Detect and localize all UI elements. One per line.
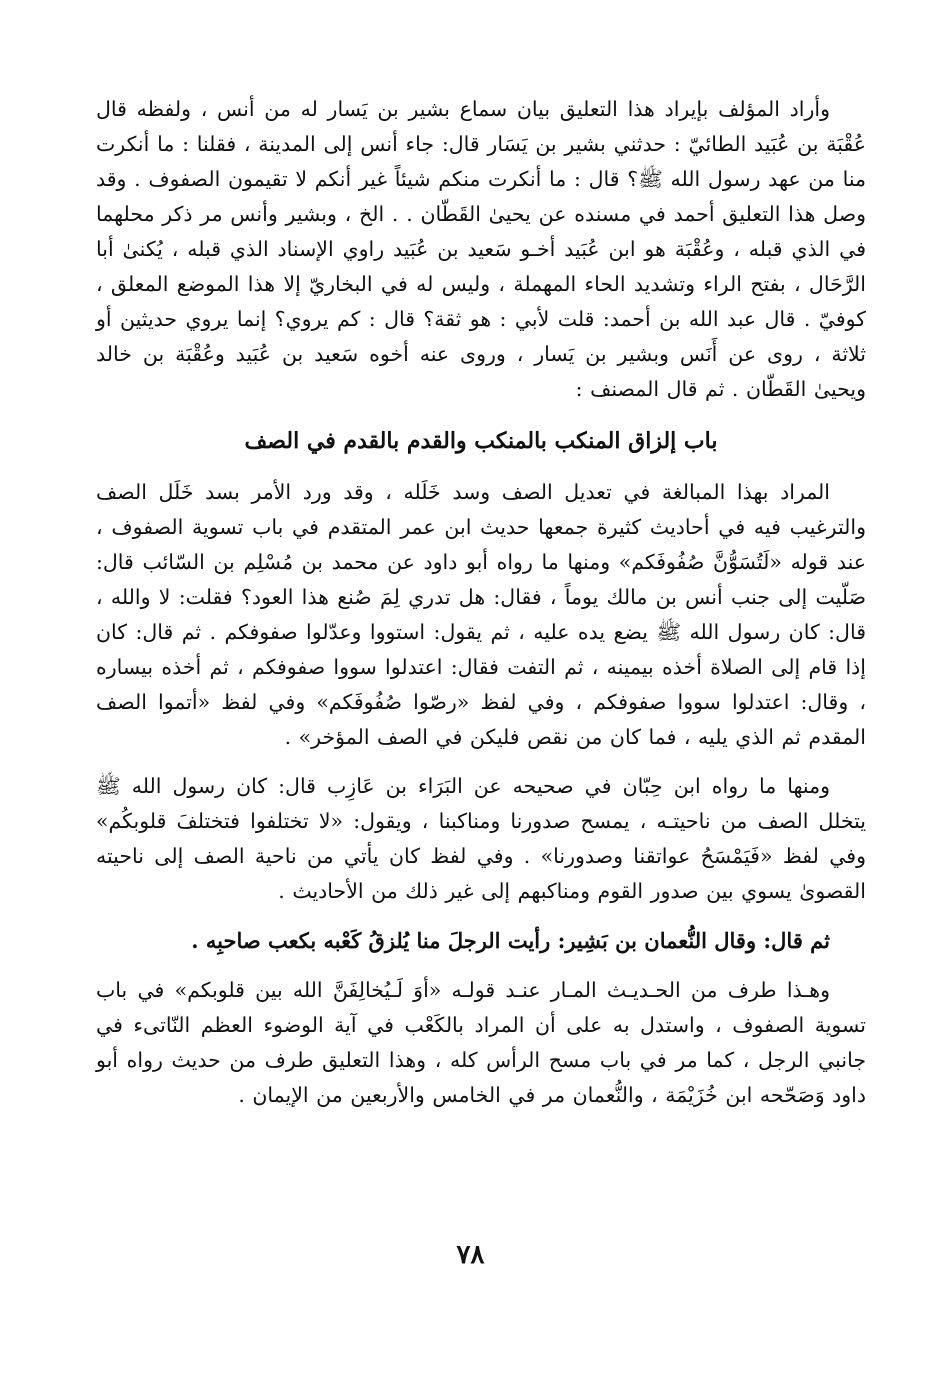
paragraph-explanation: المراد بهذا المبالغة في تعديل الصف وسد خَلَله ، وقد ورد الأمر بسد خَلَل الصف والترغيب فيه في أحاديث كثيرة جمعها حديث ابن عمر المتقدم في باب تسوية الصفوف ، عند قوله «لَتُسَوُّنَّ صُفُوفَكم» ومنها ما رواه أبو داود عن محمد بن مُسْلِم بن السّائب قال: صَلّيت إلى جنب أنس بن مالك يوماً ، فقال: هل تدري لِمَ صُنع هذا العود؟ فقلت: لا والله ، قال: كان رسول الله ﷺ يضع يده عليه ، ثم يقول: استووا وعدّلوا صفوفكم . ثم قال: كان إذا قام إلى الصلاة أخذه بيمينه ، ثم التفت فقال: اعتدلوا سووا صفوفكم ، ثم أخذه بيساره ، وقال: اعتدلوا سووا صفوفكم ، وفي لفظ «رصّوا صُفُوفَكم» وفي لفظ «أتموا الصف المقدم ثم الذي يليه ، فما كان من نقص فليكن في الصف المؤخر» . <box>96 480 866 749</box>
spacer <box>96 465 866 475</box>
paragraph-hadith-ibn-hibban: ومنها ما رواه ابن حِبّان في صحيحه عن البَرَاء بن عَازِب قال: كان رسول الله ﷺ يتخلل الصف من ناحيتـه ، يمسح صدورنا ومناكبنا ، ويقول: «لا تختلفوا فتختلفَ قلوبكُم» وفي لفظ «فَيَمْسَحُ عواتقنا وصدورنا» . وفي لفظ كان يأتي من ناحية الصف إلى ناحيته القصوىٰ يسوي بين صدور القوم ومناكبهم إلى غير ذلك من الأحاديث . <box>96 774 866 903</box>
spacer <box>96 755 866 769</box>
spacer <box>96 407 866 417</box>
spacer <box>96 909 866 919</box>
page-body <box>96 92 866 1113</box>
page-number: ٧٨ <box>456 1240 485 1270</box>
spacer <box>96 963 866 973</box>
paragraph-numan-quote: ثم قال: وقال النُّعمان بن بَشِير: رأيت الرجلَ منا يُلزقُ كَعْبه بكعب صاحبِه . <box>191 928 830 953</box>
paragraph-commentary: وهـذا طرف من الحـديـث المـار عنـد قولـه «أوَ لَـيُخالِفَنَّ الله بين قلوبكم» في باب تسوية الصفوف ، واستدل به على أن المراد بالكَعْب في آية الوضوء العظم النّاتىء في جانبي الرجل ، كما مر في باب مسح الرأس كله ، وهذا التعليق طرف من حديث رواه أبو داود وَصَحّحه ابن خُزَيْمَة ، والنُّعمان مر في الخامس والأربعين من الإيمان . <box>96 978 866 1107</box>
chapter-heading: باب إلزاق المنكب بالمنكب والقدم بالقدم في الصف <box>244 428 718 454</box>
paragraph-intro: وأراد المؤلف بإيراد هذا التعليق بيان سماع بشير بن يَسار له من أنس ، ولفظه قال عُقْبَة بن عُبَيد الطائيّ : حدثني بشير بن يَسَار قال: جاء أنس إلى المدينة ، فقلنا : ما أنكرت منا من عهد رسول الله ﷺ؟ قال : ما أنكرت منكم شيئاً غير أنكم لا تقيمون الصفوف . وقد وصل هذا التعليق أحمد في مسنده عن يحيىٰ القَطّان . . الخ ، وبشير وأنس مر ذكر محلهما في الذي قبله ، وعُقْبَة هو ابن عُبَيد أخـو سَعيد بن عُبَيد راوي الإسناد الذي قبله ، يُكنىٰ أبا الرَّحَال ، بفتح الراء وتشديد الحاء المهملة ، وليس له في البخاريّ إلا هذا الموضع المعلق ، كوفيّ . قال عبد الله بن أحمد: قلت لأبي : هو ثقة؟ قال : كم يروي؟ إنما يروي حديثين أو ثلاثة ، روى عن أَنَس وبشير بن يَسار ، وروى عنه أخوه سَعيد بن عُبَيد وعُقْبَة بن خالد ويحيىٰ القَطّان . ثم قال المصنف : <box>96 97 866 401</box>
